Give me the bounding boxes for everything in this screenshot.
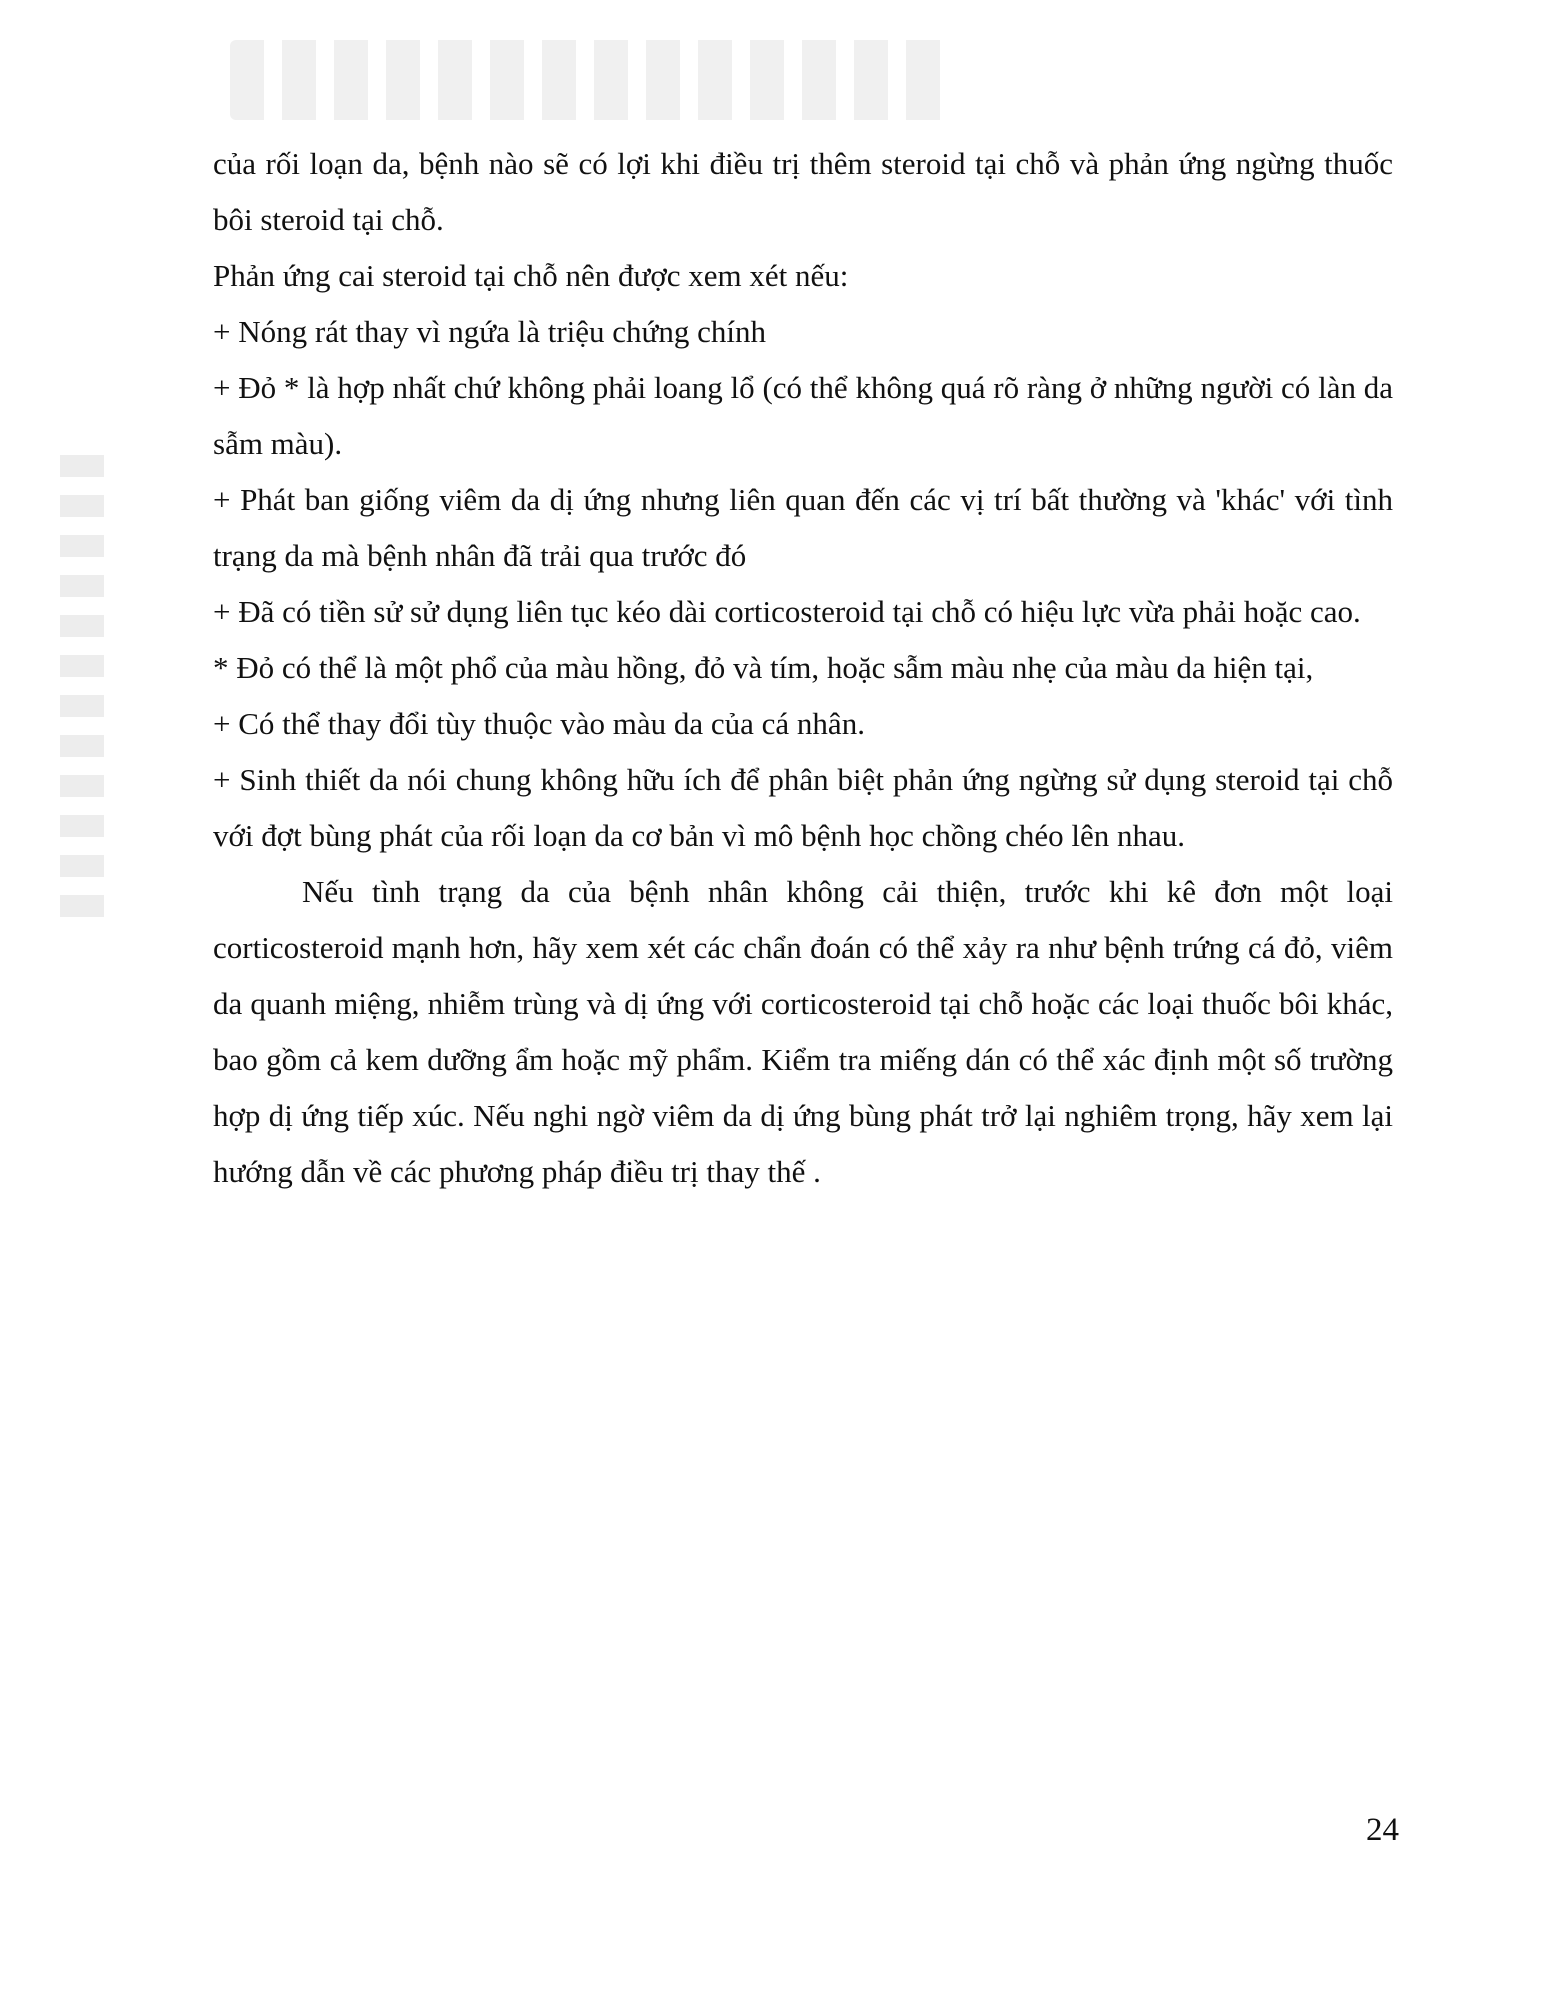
list-item-rash: + Phát ban giống viêm da dị ứng nhưng liên quan đến các vị trí bất thường và 'khác' với tình trạng da mà bệnh nhân đã trải qua trước đó xyxy=(213,482,1393,573)
list-item-biopsy: + Sinh thiết da nói chung không hữu ích để phân biệt phản ứng ngừng sử dụng steroid tại chỗ với đợt bùng phát của rối loạn da cơ bản vì mô bệnh học chồng chéo lên nhau. xyxy=(213,762,1393,853)
list-item-history: + Đã có tiền sử sử dụng liên tục kéo dài corticosteroid tại chỗ có hiệu lực vừa phải hoặc cao. xyxy=(213,594,1361,629)
side-watermark xyxy=(60,455,104,925)
paragraph-recommendation: Nếu tình trạng da của bệnh nhân không cải thiện, trước khi kê đơn một loại corticosteroid mạnh hơn, hãy xem xét các chẩn đoán có thể xảy ra như bệnh trứng cá đỏ, viêm da quanh miệng, nhiễm trùng và dị ứng với corticosteroid tại chỗ hoặc các loại thuốc bôi khác, bao gồm cả kem dưỡng ẩm hoặc mỹ phẩm. Kiểm tra miếng dán có thể xác định một số trường hợp dị ứng tiếp xúc. Nếu nghi ngờ viêm da dị ứng bùng phát trở lại nghiêm trọng, hãy xem lại hướng dẫn về các phương pháp điều trị thay thế . xyxy=(213,874,1393,1189)
note-redness-spectrum: * Đỏ có thể là một phổ của màu hồng, đỏ và tím, hoặc sẫm màu nhẹ của màu da hiện tại, xyxy=(213,650,1314,685)
list-item-skin-color: + Có thể thay đổi tùy thuộc vào màu da của cá nhân. xyxy=(213,706,865,741)
list-item-redness: + Đỏ * là hợp nhất chứ không phải loang lổ (có thể không quá rõ ràng ở những người có làn da sẫm màu). xyxy=(213,370,1393,461)
list-item-burning: + Nóng rát thay vì ngứa là triệu chứng chính xyxy=(213,314,766,349)
paragraph-continuation: của rối loạn da, bệnh nào sẽ có lợi khi điều trị thêm steroid tại chỗ và phản ứng ngừng thuốc bôi steroid tại chỗ. xyxy=(213,146,1393,237)
faint-header-bleedthrough xyxy=(230,40,950,120)
body-text xyxy=(213,136,1393,1200)
paragraph-criteria-intro: Phản ứng cai steroid tại chỗ nên được xem xét nếu: xyxy=(213,258,849,293)
page-number: 24 xyxy=(1366,1812,1399,1848)
